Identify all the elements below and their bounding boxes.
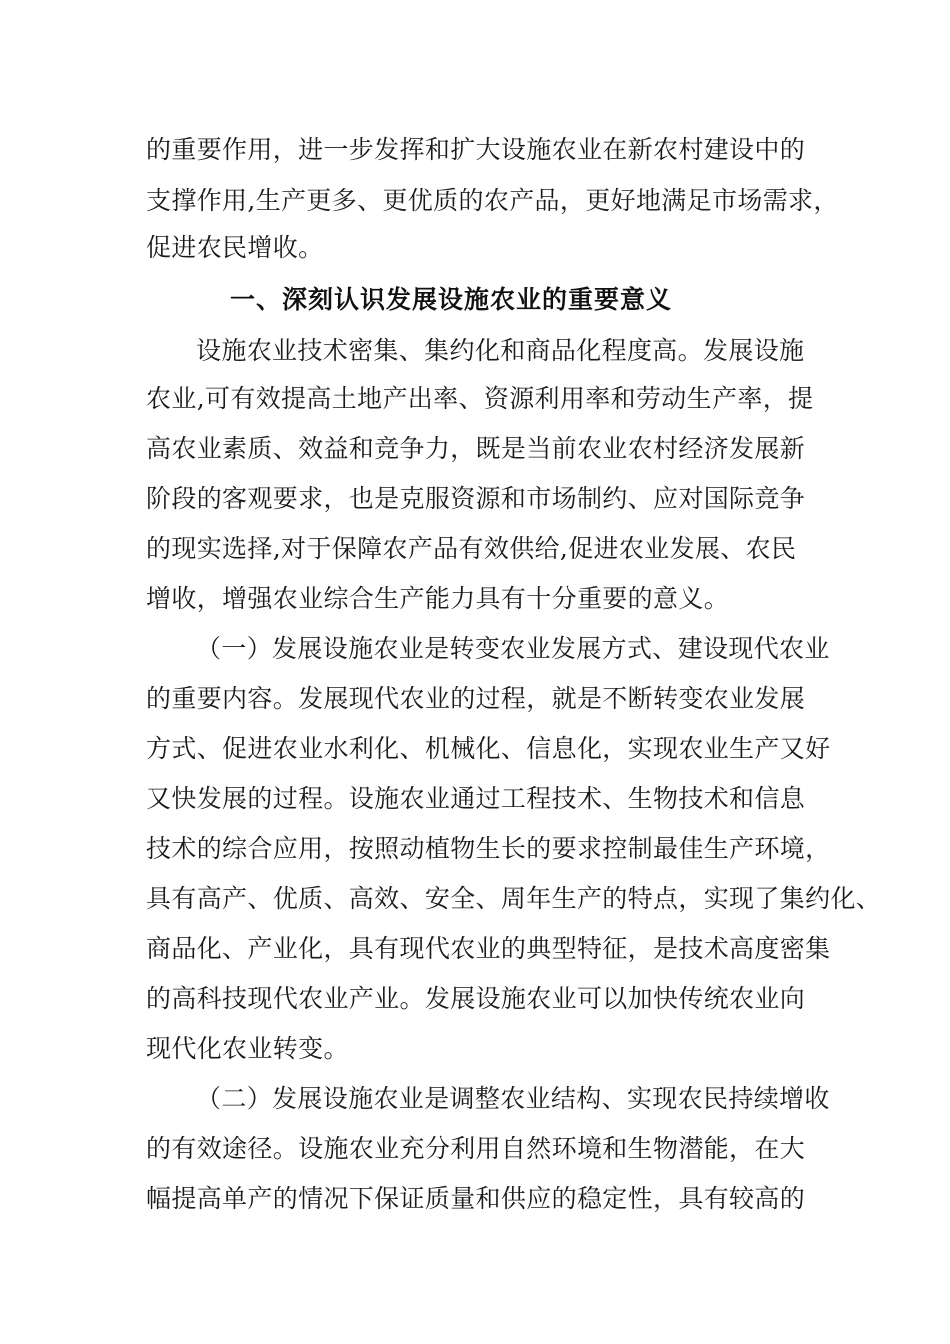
body-text-line: 高农业素质、效益和竞争力，既是当前农业农村经济发展新 — [146, 434, 806, 463]
body-text-line: 商品化、产业化，具有现代农业的典型特征，是技术高度密集 — [146, 934, 831, 963]
body-text-line: 的重要作用，进一步发挥和扩大设施农业在新农村建设中的 — [146, 135, 806, 164]
body-text-line: 的有效途径。设施农业充分利用自然环境和生物潜能，在大 — [146, 1134, 806, 1163]
section-heading: 一、深刻认识发展设施农业的重要意义 — [230, 285, 673, 314]
body-text-line: 的现实选择,对于保障农产品有效供给,促进农业发展、农民 — [146, 534, 797, 563]
body-text-line: 方式、促进农业水利化、机械化、信息化，实现农业生产又好 — [146, 734, 831, 763]
body-text-line: 幅提高单产的情况下保证质量和供应的稳定性，具有较高的 — [146, 1184, 806, 1213]
body-text-line: 支撑作用,生产更多、更优质的农产品，更好地满足市场需求， — [146, 186, 839, 215]
body-text-line: 阶段的客观要求，也是克服资源和市场制约、应对国际竞争 — [146, 484, 806, 513]
subsection-paragraph-start: （一）发展设施农业是转变农业发展方式、建设现代农业 — [196, 634, 830, 663]
body-text-line: 促进农民增收。 — [146, 233, 324, 262]
body-text-line: 农业,可有效提高土地产出率、资源利用率和劳动生产率，提 — [146, 384, 814, 413]
body-text-line: 设施农业技术密集、集约化和商品化程度高。发展设施 — [196, 336, 805, 365]
body-text-line: 增收，增强农业综合生产能力具有十分重要的意义。 — [146, 584, 730, 613]
body-text-line: 的高科技现代农业产业。发展设施农业可以加快传统农业向 — [146, 984, 806, 1013]
body-text-line: 现代化农业转变。 — [146, 1034, 349, 1063]
body-text-line: 具有高产、优质、高效、安全、周年生产的特点，实现了集约化、 — [146, 884, 882, 913]
subsection-paragraph-start: （二）发展设施农业是调整农业结构、实现农民持续增收 — [196, 1084, 830, 1113]
body-text-line: 的重要内容。发展现代农业的过程，就是不断转变农业发展 — [146, 684, 806, 713]
body-text-line: 技术的综合应用，按照动植物生长的要求控制最佳生产环境， — [146, 834, 831, 863]
body-text-line: 又快发展的过程。设施农业通过工程技术、生物技术和信息 — [146, 784, 806, 813]
